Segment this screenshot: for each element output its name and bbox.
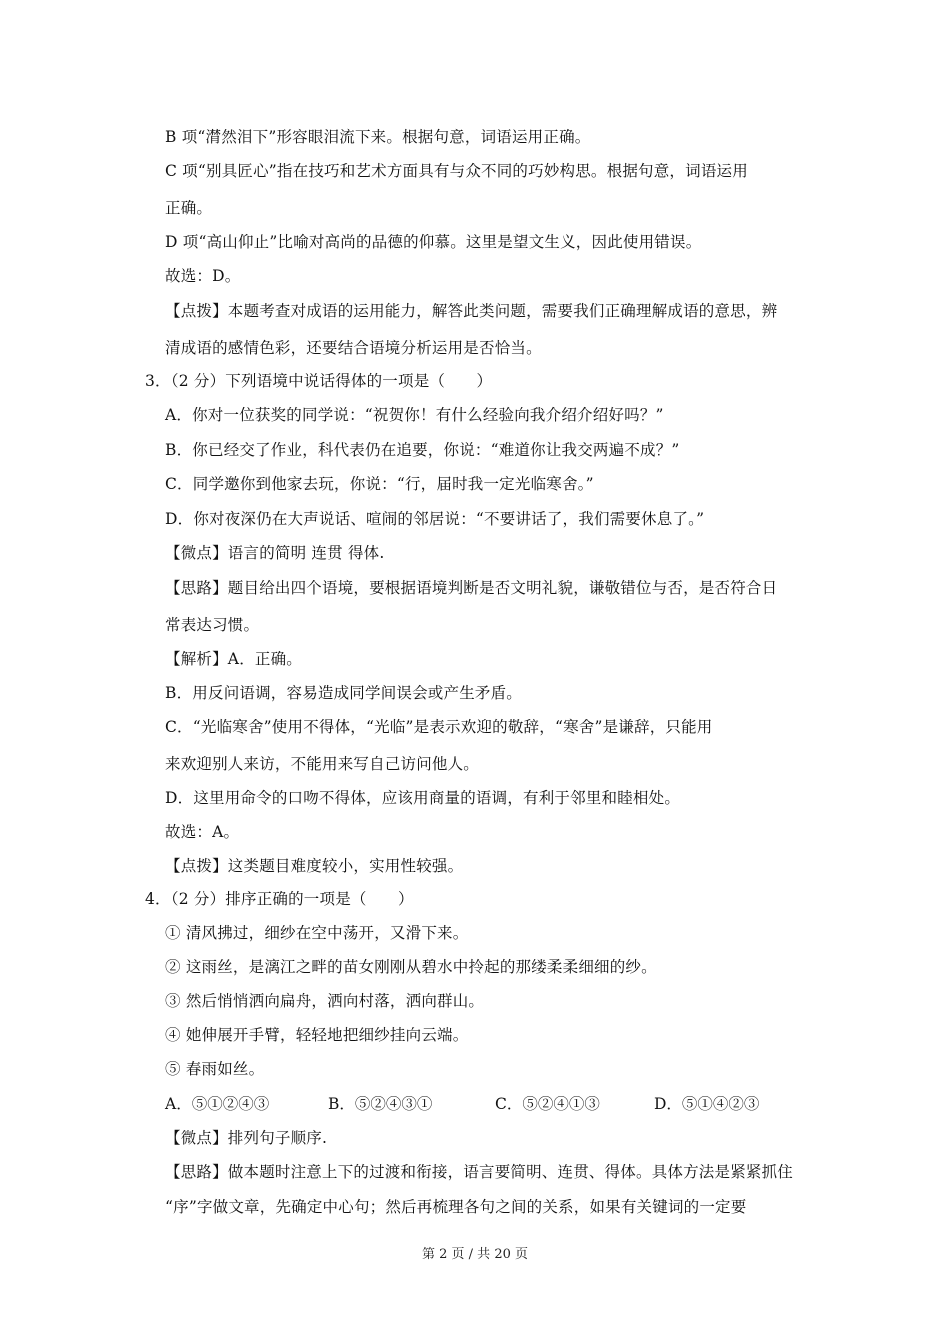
q4-option-c: C．⑤②④①③ [495,1095,600,1113]
q3-option-c: C．同学邀你到他家去玩，你说：“行，届时我一定光临寒舍。” [165,475,594,493]
q4-sentence-1: ① 清风拂过，细纱在空中荡开，又滑下来。 [165,924,469,942]
q3-answer: 故选：A。 [165,823,240,841]
q3-option-b: B．你已经交了作业，科代表仍在追要，你说：“难道你让我交两遍不成？” [165,441,680,459]
q2-option-b-explanation: B 项“潸然泪下”形容眼泪流下来。根据句意，词语运用正确。 [165,128,591,146]
q3-analysis-b: B．用反问语调，容易造成同学间误会或产生矛盾。 [165,684,522,702]
q4-sentence-4: ④ 她伸展开手臂，轻轻地把细纱挂向云端。 [165,1026,469,1044]
q2-option-c-explanation: C 项“别具匠心”指在技巧和艺术方面具有与众不同的巧妙构思。根据句意，词语运用 [165,162,748,180]
q4-option-d: D．⑤①④②③ [654,1095,760,1113]
q3-analysis-d: D．这里用命令的口吻不得体，应该用商量的语调，有利于邻里和睦相处。 [165,789,681,807]
q3-stem: 3．（2 分）下列语境中说话得体的一项是（ ） [145,372,493,390]
q4-stem: 4．（2 分）排序正确的一项是（ ） [145,890,414,908]
q3-option-d: D．你对夜深仍在大声说话、喧闹的邻居说：“不要讲话了，我们需要休息了。” [165,510,705,528]
q2-option-d-explanation: D 项“高山仰止”比喻对高尚的品德的仰慕。这里是望文生义，因此使用错误。 [165,233,702,251]
q4-sentence-3: ③ 然后悄悄洒向扁舟，洒向村落，洒向群山。 [165,992,485,1010]
q3-option-a: A．你对一位获奖的同学说：“祝贺你！有什么经验向我介绍介绍好吗？” [165,406,664,424]
q3-idea: 【思路】题目给出四个语境，要根据语境判断是否文明礼貌，谦敬错位与否，是否符合日 [165,579,778,597]
q4-sentence-2: ② 这雨丝，是漓江之畔的苗女刚刚从碧水中拎起的那缕柔柔细细的纱。 [165,958,657,976]
q4-idea: 【思路】做本题时注意上下的过渡和衔接，语言要简明、连贯、得体。具体方法是紧紧抓住 [165,1163,794,1181]
page-footer: 第 2 页 / 共 20 页 [422,1247,528,1262]
q2-tip-cont: 清成语的感情色彩，还要结合语境分析运用是否恰当。 [165,339,542,357]
q3-analysis-c-cont: 来欢迎别人来访，不能用来写自己访问他人。 [165,755,480,773]
q2-option-c-explanation-cont: 正确。 [165,199,213,217]
q3-idea-cont: 常表达习惯。 [165,616,260,634]
q3-analysis-a: 【解析】A．正确。 [165,650,302,668]
q4-sentence-5: ⑤ 春雨如丝。 [165,1060,265,1078]
q3-tip: 【点拨】这类题目难度较小，实用性较强。 [165,857,464,875]
q4-option-b: B．⑤②④③① [328,1095,433,1113]
q2-tip: 【点拨】本题考查对成语的运用能力，解答此类问题，需要我们正确理解成语的意思，辨 [165,302,778,320]
q4-idea-cont: “序”字做文章，先确定中心句；然后再梳理各句之间的关系，如果有关键词的一定要 [165,1198,747,1216]
q3-analysis-c: C．“光临寒舍”使用不得体，“光临”是表示欢迎的敬辞，“寒舍”是谦辞，只能用 [165,718,713,736]
q4-option-a: A．⑤①②④③ [165,1095,270,1113]
q3-point: 【微点】语言的简明 连贯 得体. [165,544,385,562]
q2-answer: 故选：D。 [165,267,241,285]
q4-point: 【微点】排列句子顺序. [165,1129,328,1147]
